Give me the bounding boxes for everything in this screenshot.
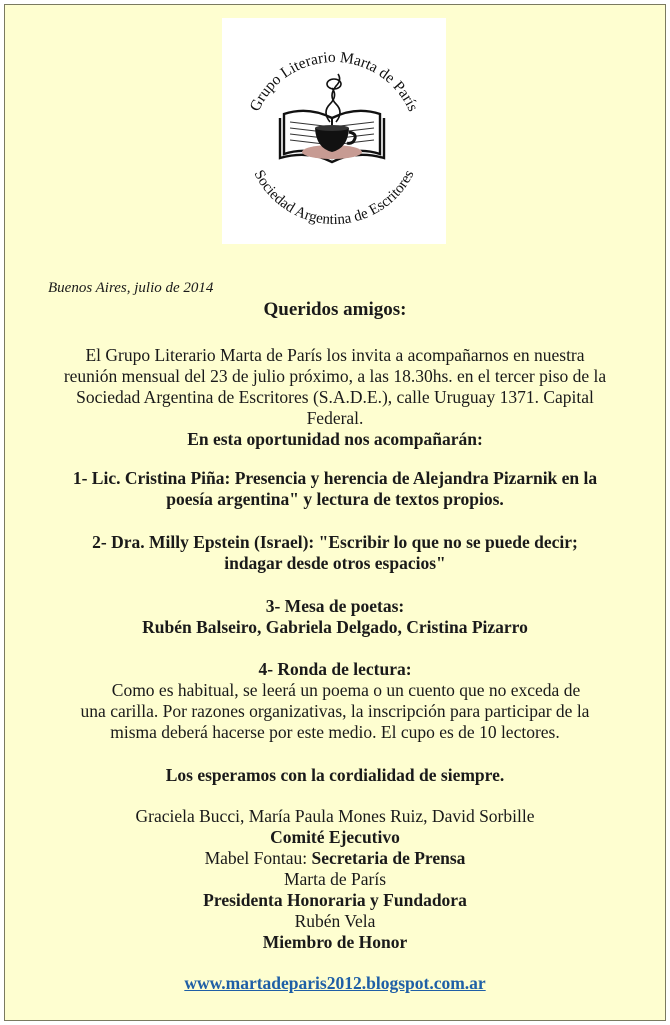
website-link[interactable]: www.martadeparis2012.blogspot.com.ar [184, 973, 486, 993]
item-4-line: Como es habitual, se leerá un poema o un cuento que no exceda de [111, 680, 581, 700]
honor-title: Miembro de Honor [262, 932, 408, 952]
item-1-line1: 1- Lic. Cristina Piña: Presencia y herencia de Alejandra Pizarnik en la [72, 468, 598, 488]
closing-line: Los esperamos con la cordialidad de siempre. [165, 765, 505, 785]
greeting: Queridos amigos: [263, 299, 407, 320]
press-title: Secretaria de Prensa [311, 848, 466, 868]
intro-line: Federal. [306, 408, 364, 428]
item-4-body [0, 680, 670, 743]
press-name: Mabel Fontau: [204, 848, 312, 868]
item-4-heading: 4- Ronda de lectura: [258, 659, 412, 679]
svg-text:Sociedad Argentina de Escritor [251, 168, 418, 228]
honor-name: Rubén Vela [294, 911, 376, 931]
intro-line: Sociedad Argentina de Escritores (S.A.D.E.), calle Uruguay 1371. Capital [76, 387, 594, 407]
committee-title: Comité Ejecutivo [270, 827, 400, 847]
item-1-line2-rest: y lectura de textos propios. [298, 489, 504, 509]
logo [222, 18, 446, 244]
item-4-line: misma deberá hacerse por este medio. El cupo es de 10 lectores. [110, 722, 560, 742]
item-3-line2: Rubén Balseiro, Gabriela Delgado, Cristina Pizarro [142, 617, 528, 637]
logo-emblem [222, 18, 446, 244]
item-2-line2: indagar desde otros espacios" [224, 553, 446, 573]
logo-arc-top-text: Grupo Literario Marta de París [246, 48, 422, 115]
president-name: Marta de París [283, 869, 387, 889]
item-1-line2-bold: poesía argentina" [166, 489, 299, 509]
logo-arc-bottom-text: Sociedad Argentina de Escritores [250, 167, 418, 229]
item-4-line: una carilla. Por razones organizativas, la inscripción para participar de la [80, 701, 590, 721]
program-item-1 [0, 468, 670, 510]
svg-text:Grupo Literario Marta de París [247, 49, 422, 114]
date-line: Buenos Aires, julio de 2014 [48, 280, 214, 296]
item-3-line1: 3- Mesa de poetas: [265, 596, 405, 616]
program-item-3 [0, 596, 670, 638]
press-line [0, 848, 670, 869]
item-2-line1: 2- Dra. Milly Epstein (Israel): "Escribir lo que no se puede decir; [92, 532, 578, 552]
committee-members: Graciela Bucci, María Paula Mones Ruiz, David Sorbille [135, 806, 535, 826]
item-1-line2 [0, 489, 670, 510]
intro-paragraph [0, 345, 670, 450]
president-title: Presidenta Honoraria y Fundadora [203, 890, 467, 910]
announcement: En esta oportunidad nos acompañarán: [187, 429, 483, 449]
intro-line: reunión mensual del 23 de julio próximo, a las 18.30hs. en el tercer piso de la [63, 366, 607, 386]
program-item-2 [0, 532, 670, 574]
intro-line: El Grupo Literario Marta de París los invita a acompañarnos en nuestra [85, 345, 585, 365]
signatures [0, 806, 670, 953]
